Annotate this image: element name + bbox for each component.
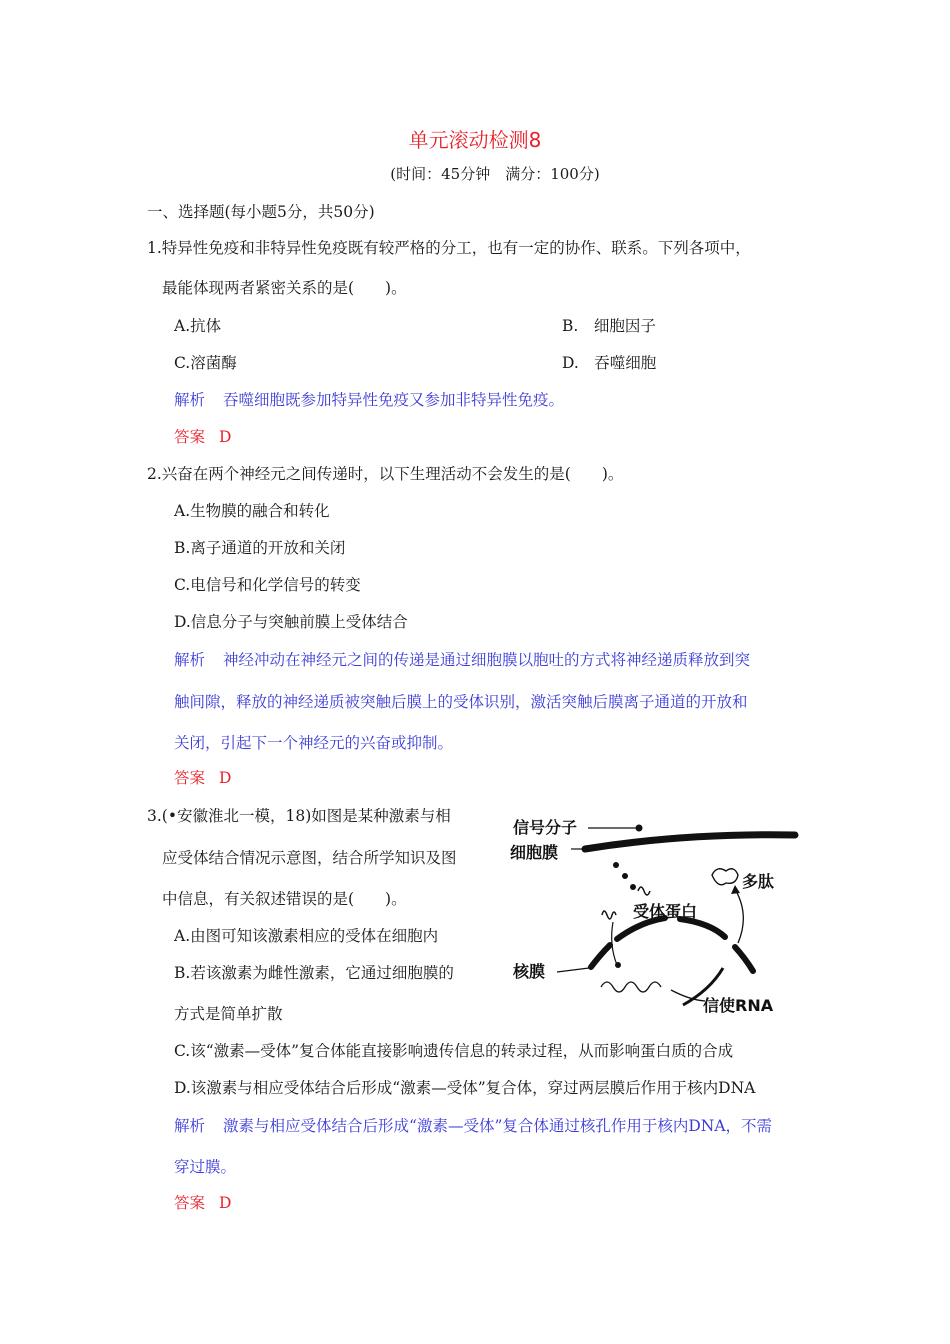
nuclear-pointer-line <box>557 968 589 972</box>
q1-stem-line2: 最能体现两者紧密关系的是( )。 <box>162 279 407 297</box>
label-cell-membrane: 细胞膜 <box>510 843 559 862</box>
q3-stem-line2: 应受体结合情况示意图，结合所学知识及图 <box>162 849 457 867</box>
hormone-dot-3 <box>630 884 636 890</box>
q1-option-c: C.溶菌酶 <box>174 354 237 372</box>
complex-dot <box>615 962 621 968</box>
q3-explanation-line2: 穿过膜。 <box>174 1158 237 1176</box>
q2-explanation-text1: 神经冲动在神经元之间的传递是通过细胞膜以胞吐的方式将神经递质释放到突 <box>223 651 751 669</box>
q2-explanation-line3: 关闭，引起下一个神经元的兴奋或抑制。 <box>174 734 454 752</box>
q3-explanation-line1 <box>174 1114 772 1136</box>
dna-strand <box>601 982 661 992</box>
q1-answer-label: 答案 <box>174 428 206 446</box>
translation-arrowhead <box>731 885 740 894</box>
signal-molecule-dot <box>636 825 643 832</box>
q2-explanation-line1 <box>174 648 750 670</box>
q1-stem-line1: 1.特异性免疫和非特异性免疫既有较严格的分工，也有一定的协作、联系。下列各项中， <box>147 239 751 257</box>
section-heading: 一、选择题(每小题5分，共50分) <box>147 203 375 221</box>
q1-explanation-text: 吞噬细胞既参加特异性免疫又参加非特异性免疫。 <box>223 391 565 409</box>
hormone-dot-2 <box>622 873 628 879</box>
q1-explanation-label: 解析 <box>174 391 206 409</box>
q2-option-b: B.离子通道的开放和关闭 <box>174 539 346 557</box>
q2-explanation-line2: 触间隙，释放的神经递质被突触后膜上的受体识别，激活突触后膜离子通道的开放和 <box>174 693 748 711</box>
label-polypeptide: 多肽 <box>742 872 775 891</box>
nuclear-membrane-segment-3 <box>680 919 725 937</box>
label-receptor-protein: 受体蛋白 <box>633 902 698 921</box>
q3-answer <box>174 1191 231 1213</box>
cell-membrane-shape <box>585 835 795 849</box>
label-signal-molecule: 信号分子 <box>513 818 578 837</box>
q2-explanation-label: 解析 <box>174 651 206 669</box>
q1-option-d: D. 吞噬细胞 <box>562 354 657 372</box>
q1-explanation <box>174 388 564 410</box>
q2-answer-label: 答案 <box>174 769 206 787</box>
hormone-receptor-diagram <box>505 805 805 1025</box>
receptor-protein-shape-1 <box>638 887 650 895</box>
q2-option-a: A.生物膜的融合和转化 <box>174 502 330 520</box>
polypeptide-shape <box>712 869 738 885</box>
label-nuclear-membrane: 核膜 <box>513 962 546 981</box>
q3-stem-line1: 3.(•安徽淮北一模，18)如图是某种激素与相 <box>147 807 451 825</box>
q3-answer-label: 答案 <box>174 1194 206 1212</box>
receptor-protein-shape-2 <box>602 911 616 919</box>
q2-option-d: D.信息分子与突触前膜上受体结合 <box>174 613 408 631</box>
translation-arrow <box>735 889 743 943</box>
q3-explanation-text1: 激素与相应受体结合后形成“激素—受体”复合体通过核孔作用于核内DNA，不需 <box>223 1117 773 1135</box>
nuclear-membrane-segment-1 <box>591 945 610 967</box>
q3-explanation-label: 解析 <box>174 1117 206 1135</box>
q3-option-a: A.由图可知该激素相应的受体在细胞内 <box>174 927 439 945</box>
q1-option-b: B. 细胞因子 <box>562 317 656 335</box>
q3-option-b-line2: 方式是简单扩散 <box>174 1005 283 1023</box>
nuclear-membrane-segment-4 <box>735 947 753 971</box>
q2-answer-value: D <box>219 769 232 787</box>
q3-stem-line3: 中信息，有关叙述错误的是( )。 <box>162 890 407 908</box>
complex-path-arrow <box>612 922 617 965</box>
q3-option-b-line1: B.若该激素为雌性激素，它通过细胞膜的 <box>174 964 454 982</box>
nuclear-membrane-segment-2 <box>617 918 665 939</box>
q1-option-a: A.抗体 <box>174 317 222 335</box>
q3-option-c: C.该“激素—受体”复合体能直接影响遗传信息的转录过程，从而影响蛋白质的合成 <box>174 1042 734 1060</box>
q2-stem: 2.兴奋在两个神经元之间传递时，以下生理活动不会发生的是( )。 <box>147 465 624 483</box>
page-title: 单元滚动检测8 <box>408 128 542 152</box>
q1-answer <box>174 425 231 447</box>
q2-answer <box>174 766 231 788</box>
q1-answer-value: D <box>219 428 232 446</box>
hormone-dot-1 <box>613 862 619 868</box>
q2-option-c: C.电信号和化学信号的转变 <box>174 576 361 594</box>
label-mrna: 信使RNA <box>703 996 774 1015</box>
q3-answer-value: D <box>219 1194 232 1212</box>
exam-meta: (时间：45分钟 满分：100分) <box>390 165 600 183</box>
q3-option-d: D.该激素与相应受体结合后形成“激素—受体”复合体，穿过两层膜后作用于核内DNA <box>174 1079 756 1097</box>
